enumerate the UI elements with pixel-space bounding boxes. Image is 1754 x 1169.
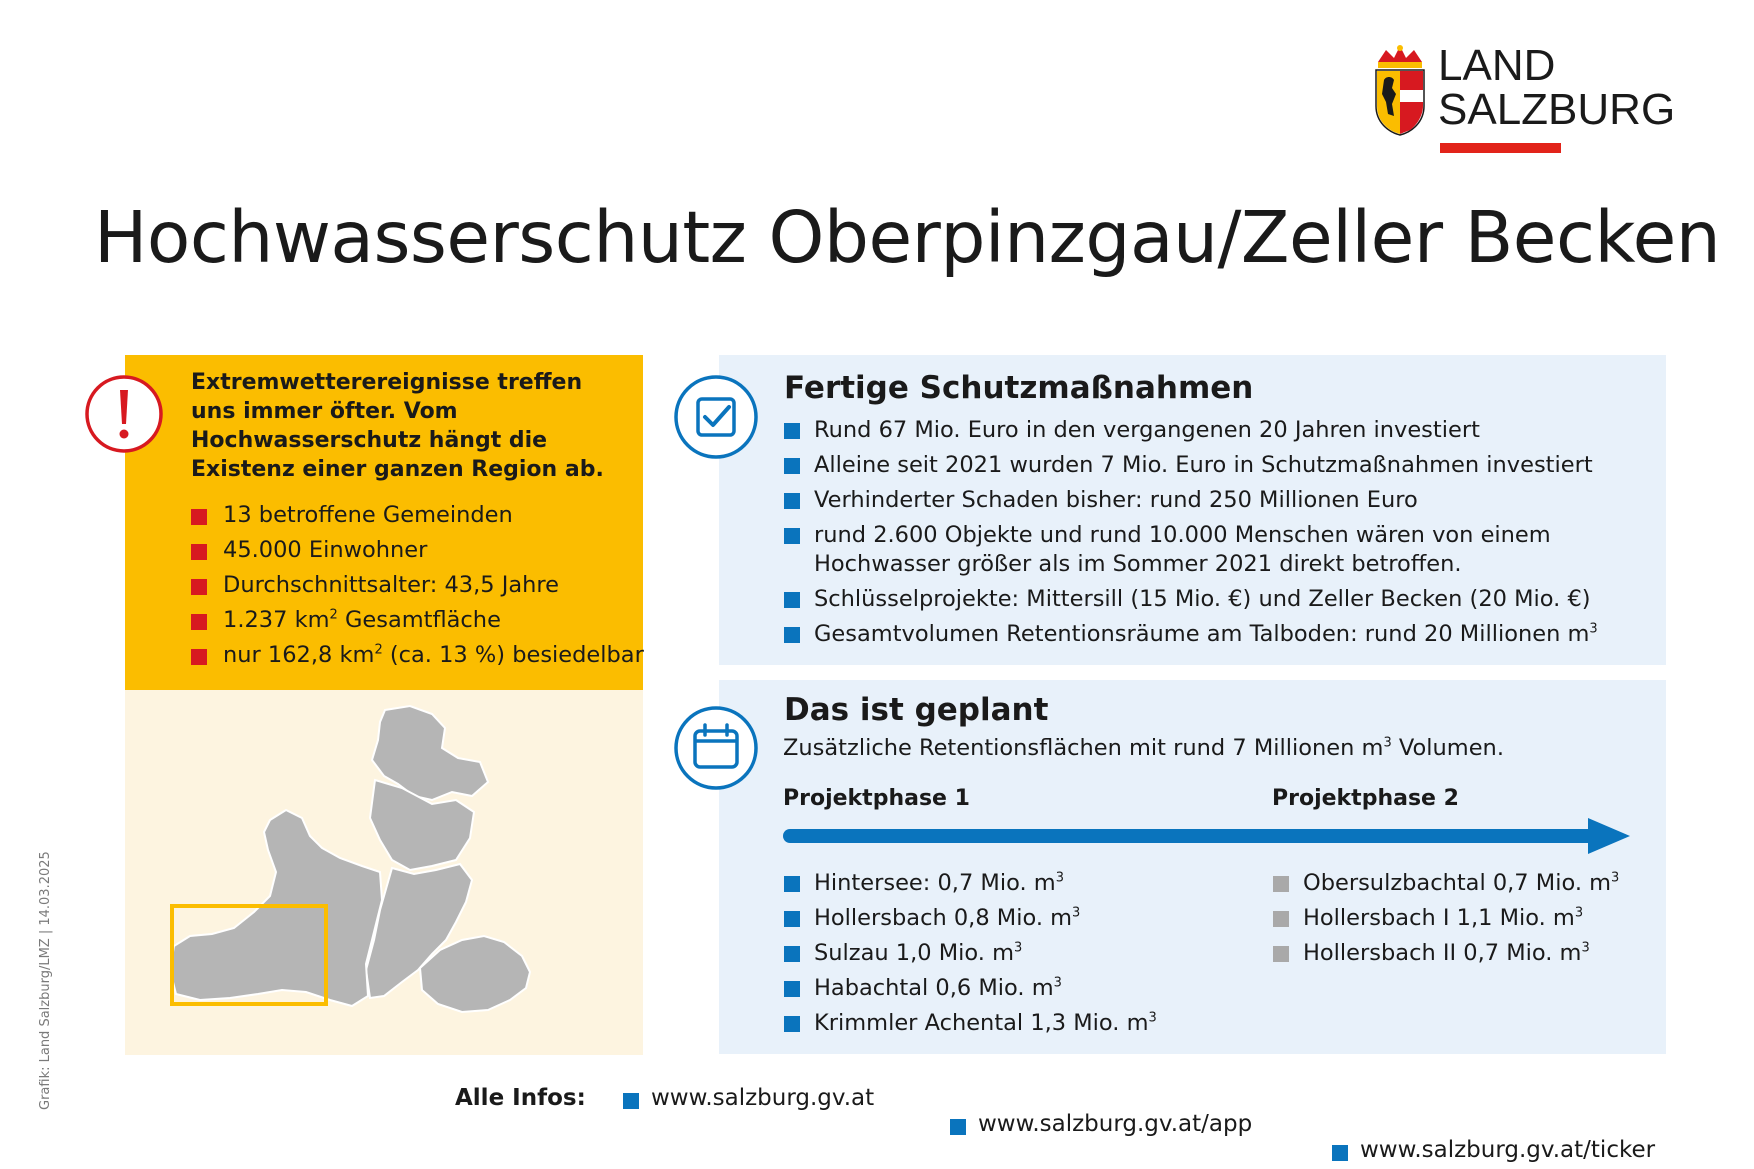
phase1-item: Hintersee: 0,7 Mio. $m^3$ — [784, 866, 1157, 901]
bullet-icon — [191, 614, 207, 630]
logo-underline — [1440, 143, 1561, 153]
fact-item: Durchschnittsalter: 43,5 Jahre — [191, 568, 644, 603]
phase2-item: Obersulzbachtal 0,7 Mio. $m^3$ — [1273, 866, 1619, 901]
phase1-label: Projektphase 1 — [783, 786, 970, 811]
calendar-icon — [673, 705, 759, 791]
completed-list — [784, 416, 1664, 655]
completed-item: Gesamtvolumen Retentionsräume am Talboden: rund 20 Millionen $m^3$ — [784, 620, 1664, 649]
link-salzburg-ticker[interactable]: www.salzburg.gv.at/ticker — [1332, 1137, 1754, 1163]
completed-heading: Fertige Schutzmaßnahmen — [784, 370, 1254, 406]
bullet-icon — [784, 946, 800, 962]
bullet-icon — [784, 981, 800, 997]
bullet-icon — [1273, 946, 1289, 962]
bullet-icon — [784, 528, 800, 544]
bullet-icon — [784, 493, 800, 509]
bullet-icon — [784, 423, 800, 439]
logo-text: LAND SALZBURG — [1438, 41, 1676, 134]
completed-item: Verhinderter Schaden bisher: rund 250 Millionen Euro — [784, 486, 1664, 515]
phase1-list — [784, 866, 1157, 1041]
coat-of-arms-icon — [1372, 44, 1428, 136]
phase2-item: Hollersbach II 0,7 Mio. $m^3$ — [1273, 936, 1619, 971]
bullet-icon — [1273, 876, 1289, 892]
timeline-arrow — [782, 818, 1630, 854]
phase1-item: Hollersbach 0,8 Mio. $m^3$ — [784, 901, 1157, 936]
completed-item: Alleine seit 2021 wurden 7 Mio. Euro in Schutzmaßnahmen investiert — [784, 451, 1664, 480]
intro-text: Extremwetterereignisse treffen uns immer öfter. Vom Hochwasserschutz hängt die Existenz einer ganzen Region ab. — [191, 370, 604, 482]
fact-item: 1.237 $km^2$ Gesamtfläche — [191, 603, 644, 638]
fact-item: nur 162,8 $km^2$ (ca. 13 %) besiedelbar — [191, 638, 644, 673]
planned-heading: Das ist geplant — [784, 692, 1049, 728]
bullet-icon — [623, 1093, 639, 1109]
bullet-icon — [1273, 911, 1289, 927]
phase1-item: Habachtal 0,6 Mio. $m^3$ — [784, 971, 1157, 1006]
completed-item: rund 2.600 Objekte und rund 10.000 Menschen wären von einem Hochwasser größer als im Sommer 2021 direkt betroffen. — [784, 521, 1664, 579]
bullet-icon — [191, 579, 207, 595]
footer-label: Alle Infos: — [455, 1085, 586, 1111]
bullet-icon — [784, 458, 800, 474]
exclamation-icon — [84, 374, 164, 454]
phase2-item: Hollersbach I 1,1 Mio. $m^3$ — [1273, 901, 1619, 936]
bullet-icon — [950, 1119, 966, 1135]
planned-subtitle: Zusätzliche Retentionsflächen mit rund 7 Millionen $m^3$ Volumen. — [783, 735, 1504, 761]
checkbox-icon — [673, 374, 759, 460]
bullet-icon — [784, 592, 800, 608]
completed-item: Rund 67 Mio. Euro in den vergangenen 20 Jahren investiert — [784, 416, 1664, 445]
bullet-icon — [784, 1016, 800, 1032]
phase1-item: Krimmler Achental 1,3 Mio. $m^3$ — [784, 1006, 1157, 1041]
bullet-icon — [1332, 1145, 1348, 1161]
land-salzburg-logo — [1372, 41, 1676, 154]
phase1-item: Sulzau 1,0 Mio. $m^3$ — [784, 936, 1157, 971]
bullet-icon — [784, 876, 800, 892]
fact-item: 45.000 Einwohner — [191, 533, 644, 568]
link-salzburg-app[interactable]: www.salzburg.gv.at/app — [950, 1111, 1754, 1137]
salzburg-map — [170, 700, 600, 1045]
bullet-icon — [191, 649, 207, 665]
bullet-icon — [784, 911, 800, 927]
link-salzburg[interactable]: www.salzburg.gv.at — [623, 1085, 1754, 1111]
bullet-icon — [191, 544, 207, 560]
bullet-icon — [784, 627, 800, 643]
completed-item: Schlüsselprojekte: Mittersill (15 Mio. €) und Zeller Becken (20 Mio. €) — [784, 585, 1664, 614]
fact-item: 13 betroffene Gemeinden — [191, 498, 644, 533]
phase2-list — [1273, 866, 1619, 971]
page-title: Hochwasserschutz Oberpinzgau/Zeller Becken — [94, 196, 1721, 279]
facts-list — [191, 498, 644, 673]
bullet-icon — [191, 509, 207, 525]
phase2-label: Projektphase 2 — [1272, 786, 1459, 811]
graphic-credit: Grafik: Land Salzburg/LMZ | 14.03.2025 — [38, 851, 53, 1110]
